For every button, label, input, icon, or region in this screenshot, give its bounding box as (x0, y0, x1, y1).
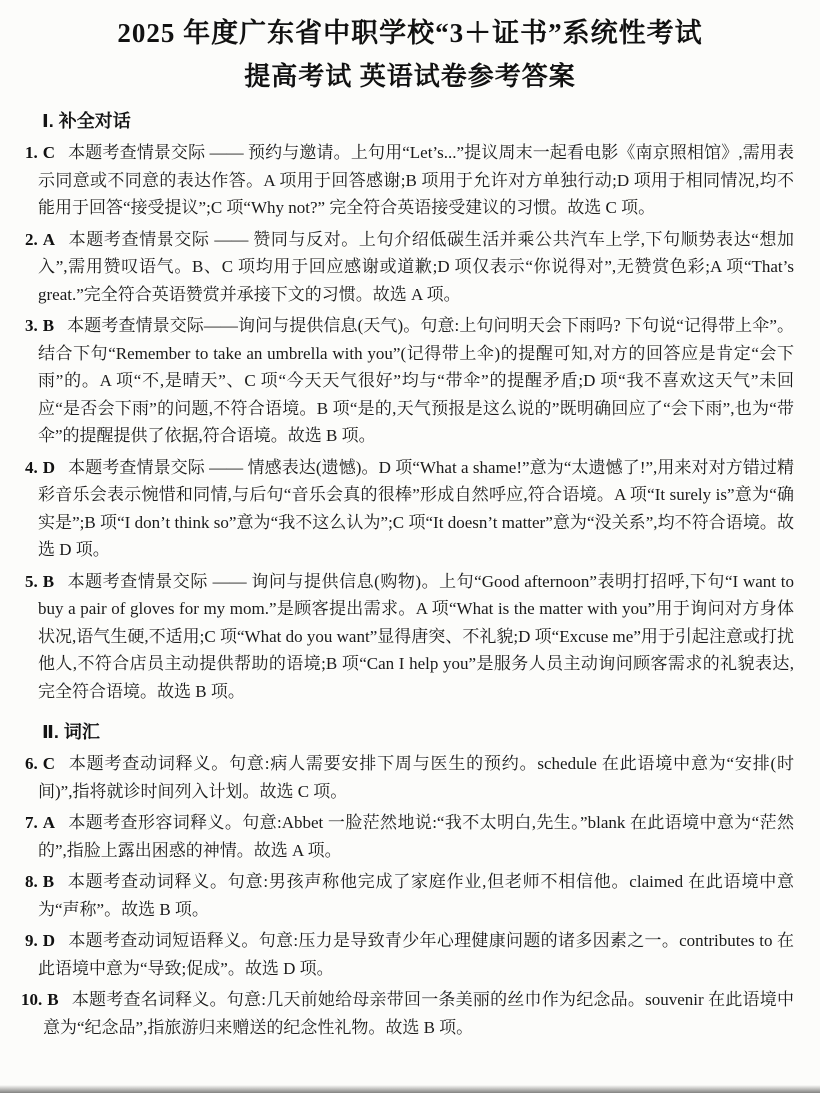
answer-item-3 (25, 312, 794, 450)
item-explanation: 本题考查形容词释义。句意:Abbet 一脸茫然地说:“我不太明白,先生。”blank 在此语境中意为“茫然的”,指脸上露出困惑的神情。故选 A 项。 (38, 813, 794, 860)
item-number: 9. (25, 931, 38, 950)
doc-title-line2: 提高考试 英语试卷参考答案 (244, 62, 576, 91)
item-number: 2. (25, 229, 38, 249)
item-explanation: 本题考查情景交际——询问与提供信息(天气)。句意:上句问明天会下雨吗? 下句说“记得带上伞”。结合下句“Remember to take an umbrella with you”(记得带上伞)的提醒可知,对方的回答应是肯定“会下雨”的。A 项“不,是晴天”、C 项“今天天气很好”均与“带伞”的提醒矛盾;D 项“我不喜欢这天气”未回应“是否会下雨”的问题,不符合语境。B 项“是的,天气预报是这么说的”既明确回应了“会下雨”,也为“带伞”的提醒提供了依据,符合语境。故选 B 项。 (38, 316, 794, 445)
item-number: 6. (25, 754, 38, 773)
item-answer: B (42, 872, 55, 891)
item-explanation: 本题考查动词短语释义。句意:压力是导致青少年心理健康问题的诸多因素之一。contributes to 在此语境中意为“导致;促成”。故选 D 项。 (38, 931, 794, 978)
item-explanation: 本题考查情景交际 —— 预约与邀请。上句用“Let’s...”提议周末一起看电影《南京照相馆》,需用表示同意或不同意的表达作答。A 项用于回答感谢;B 项用于允许对方单独行动;D 项用于相同情况,均不能用于回答“接受提议”;C 项“Why not?” 完全符合英语接受建议的习惯。故选 C 项。 (38, 143, 794, 217)
item-answer: B (47, 990, 59, 1009)
item-number: 1. (25, 143, 38, 162)
item-answer: B (42, 571, 55, 591)
item-answer: D (42, 931, 56, 950)
item-answer: A (42, 813, 56, 832)
answer-item-9 (25, 927, 794, 982)
item-number: 8. (25, 872, 38, 891)
scan-edge-artifact (0, 1085, 820, 1093)
answer-item-7 (25, 809, 794, 864)
section-heading-vocabulary: Ⅱ. 词汇 (42, 722, 100, 742)
item-answer: D (42, 457, 56, 477)
item-number: 5. (25, 571, 38, 591)
item-answer: C (42, 754, 56, 773)
answer-item-1 (25, 139, 794, 222)
doc-title-line1: 2025 年度广东省中职学校“3＋证书”系统性考试 (117, 18, 703, 48)
item-explanation: 本题考查情景交际 —— 情感表达(遗憾)。D 项“What a shame!”意为“太遗憾了!”,用来对对方错过精彩音乐会表示惋惜和同情,与后句“音乐会真的很棒”形成自然呼应,符合语境。A 项“It surely is”意为“确实是”;B 项“I don’t think so”意为“我不这么认为”;C 项“It doesn’t matter”意为“没关系”,均不符合语境。故选 D 项。 (38, 457, 794, 559)
item-number: 10. (21, 990, 43, 1009)
answer-item-5 (25, 568, 794, 706)
answer-item-10 (21, 986, 794, 1041)
item-explanation: 本题考查名词释义。句意:几天前她给母亲带回一条美丽的丝巾作为纪念品。souvenir 在此语境中意为“纪念品”,指旅游归来赠送的纪念性礼物。故选 B 项。 (43, 990, 794, 1037)
item-number: 3. (25, 316, 38, 335)
answer-item-8 (25, 868, 794, 923)
item-number: 4. (25, 457, 38, 477)
item-answer: C (42, 143, 56, 162)
item-answer: B (42, 316, 55, 335)
answer-item-4 (25, 454, 794, 564)
item-number: 7. (25, 813, 38, 832)
item-explanation: 本题考查动词释义。句意:男孩声称他完成了家庭作业,但老师不相信他。claimed 在此语境中意为“声称”。故选 B 项。 (38, 872, 794, 919)
item-explanation: 本题考查情景交际 —— 赞同与反对。上句介绍低碳生活并乘公共汽车上学,下句顺势表达“想加入”,需用赞叹语气。B、C 项均用于回应感谢或道歉;D 项仅表示“你说得对”,无赞赏色彩;A 项“That’s great.”完全符合英语赞赏并承接下文的习惯。故选 A 项。 (38, 229, 794, 304)
section-heading-dialogue-completion: Ⅰ. 补全对话 (42, 111, 131, 131)
item-answer: A (42, 229, 56, 249)
answer-item-6 (25, 750, 794, 805)
item-explanation: 本题考查情景交际 —— 询问与提供信息(购物)。上句“Good afternoon”表明打招呼,下句“I want to buy a pair of gloves for my mom.”是顾客提出需求。A 项“What is the matter with you”用于询问对方身体状况,语气生硬,不适用;C 项“What do you want”显得唐突、不礼貌;D 项“Excuse me”用于引起注意或打扰他人,不符合店员主动提供帮助的语境;B 项“Can I help you”是服务人员主动询问顾客需求的礼貌表达,完全符合语境。故选 B 项。 (38, 571, 794, 701)
item-explanation: 本题考查动词释义。句意:病人需要安排下周与医生的预约。schedule 在此语境中意为“安排(时间)”,指将就诊时间列入计划。故选 C 项。 (38, 754, 794, 801)
answer-item-2 (25, 226, 794, 309)
